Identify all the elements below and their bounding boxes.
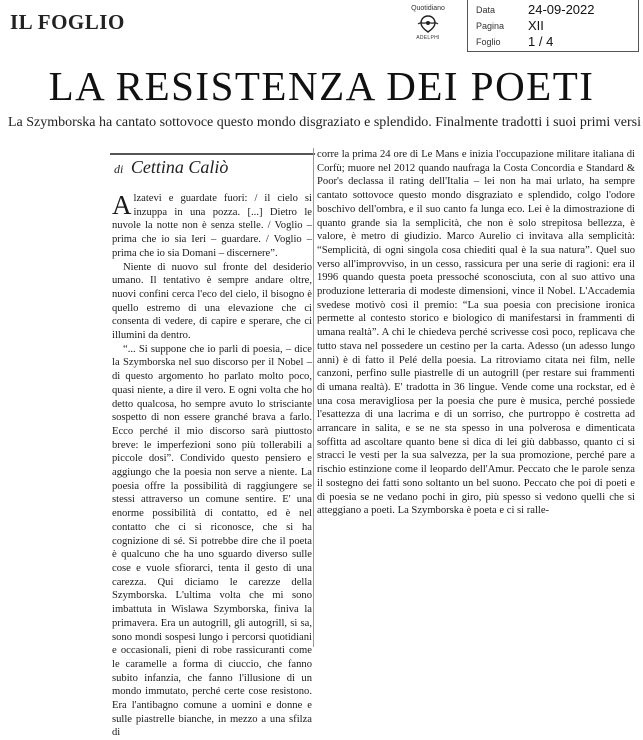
- publisher-logo: [386, 1, 470, 57]
- page-label: Pagina: [476, 21, 505, 31]
- byline: [114, 157, 228, 178]
- byline-rule: [110, 153, 315, 155]
- byline-author: Cettina Caliò: [130, 157, 229, 177]
- article-column-1: [112, 192, 312, 740]
- article-column-2: [317, 148, 635, 518]
- masthead: [0, 0, 643, 58]
- meta-date: [476, 2, 636, 16]
- clipping-meta-box: [467, 0, 639, 52]
- paragraph-3: “... Si suppone che io parli di poesia, – dice la Szymborska nel suo discorso per il Nobel – di questo argomento ho parlato molto poco, quasi niente, a dire il vero. E ogni volta che ho detto qualcosa, ho sempre avuto lo strisciante sospetto di non essere granché brava a farlo. Ecco perché il mio discorso sarà piuttosto breve: le imperfezioni sono più tollerabili a piccole dosi”. Condivido questo pensiero e aggiungo che la poesia non serve a niente. La poesia offre la possibilità di raggiungere se stessi attraverso un comune sentire. E' una enorme possibilità di contatto, ed è nel contatto che ci si riconosce, che si ha cognizione di sé. Si potrebbe dire che il poeta è qualcuno che ha uno sguardo diverso sulle cose e vuole sfiorarci, tenta il gesto di una carezza. Qui diciamo le carezze della Szymborska. L'ultima volta che mi sono imbattuta in Wislawa Szymborska, finiva la primavera. Era un autogrill, gli autogrill, si sa, sono mondi sospesi lungo i percorsi quotidiani e occasionali, pieni di robe rassicuranti come le caramelle a forma di ciuccio, che fanno subito infanzia, che fanno l'illusione di un mondo immutato, perché certe cose resistono. Era l'antibagno comune a uomini e donne e sulle piastrelle bianche, in mezzo a una sfilza di: [112, 343, 312, 739]
- byline-prefix: di: [114, 162, 124, 176]
- meta-page: [476, 18, 636, 32]
- sheet-value: 1 / 4: [528, 34, 554, 49]
- meta-sheet: [476, 34, 636, 48]
- logo-caption: Quotidiano: [411, 5, 445, 12]
- newspaper-title: IL FOGLIO: [10, 10, 125, 34]
- article-subtitle: La Szymborska ha cantato sottovoce questo mondo disgraziato e splendido. Finalmente tradotti i suoi primi versi: [8, 115, 641, 130]
- date-value: 24-09-2022: [528, 2, 595, 17]
- page-value: XII: [528, 18, 544, 33]
- drop-cap: A: [112, 190, 132, 220]
- paragraph-2: Niente di nuovo sul fronte del desiderio umano. Il tentativo è sempre andare oltre, nuovi confini cerca l'eco del cielo, il bisogno è quello estremo di una elevazione che ci consenta di vedere, di capire e sperare, che ci illumini da dentro.: [112, 261, 312, 342]
- paragraph-4: corre la prima 24 ore di Le Mans e inizia l'occupazione militare italiana di Corfù; muore nel 2012 quando naufraga la Costa Concordia e Standard & Poor's declassa il rating dell'Italia – lei non ha mai urlato, ha sempre cantato sottovoce questo mondo disgraziato e splendido, colgo l'odore boschivo dell'ombra, e il suo canto fa lunga eco. Lei è la dimostrazione di quanto grande sia la semplicità, che non è solo strepitosa bellezza, è valore, è metro di giudizio. Marco Aurelio ci invitava alla semplicità: “Semplicità, di ogni singola cosa chiediti qual è la sua natura”. Quel suo verso all'improvviso, in un cesso, rassicura per una serie di ragioni: era il 1996 quando questa poeta pressoché sconosciuta, con al suo attivo una produzione letteraria di modeste dimensioni, vince il Nobel. L'Accademia svedese motivò così il premio: “La sua poesia con precisione ironica permette al contesto storico e biologico di manifestarsi in frammenti di umana realtà”. A chi le chiedeva perché scrivesse così poco, replicava che tutto stava nel possedere un cestino per la carta. Adesso (un adesso lungo anni) è di fatto il Pelé della poesia. La ritroviamo citata nei film, nelle canzoni, perfino sulle piastrelle di un autogrill (per restare sui frammenti di umana realtà). E' tradotta in 36 lingue. Vende come una rockstar, ed è una cosa meravigliosa per la poesia che pure è musica, perché possiede l'esattezza di una lacrima e di un sorriso, che purtroppo è costretta ad arrancare in salita, e se ne sta spesso in una polverosa e dimenticata soffitta ad ascoltare quanto bene si dica di lei giù dabbasso, quanto ci si stracci le vesti per la sua salvezza, per la sua promozione, perché pare a rischio estinzione come il leopardo dell'Amur. Peccato che le parole senza il sostegno dei fatti sono soltanto un bel suono. Peccato che poi di poeti e di poesia se ne vedano pochi in giro, più spesso si vedono quelli che si atteggiano a poeti. La Szymborska è poeta e ci si ralle-: [317, 149, 635, 517]
- sheet-label: Foglio: [476, 37, 501, 47]
- publisher-name: ADELPHI: [416, 35, 440, 41]
- date-label: Data: [476, 5, 496, 15]
- paragraph-1: [112, 192, 312, 261]
- paragraph-1-text: lzatevi e guardate fuori: / il cielo si inzuppa in una pozza. [...] Dietro le nuvole la notte non è senza stelle. / Voglio – prima che io sia Ieri – guardare. / Voglio – prima che io sia Domani – discernere”.: [112, 193, 312, 259]
- adelphi-mark-icon: [415, 14, 441, 34]
- column-divider: [313, 148, 314, 647]
- article-headline: LA RESISTENZA DEI POETI: [48, 63, 595, 109]
